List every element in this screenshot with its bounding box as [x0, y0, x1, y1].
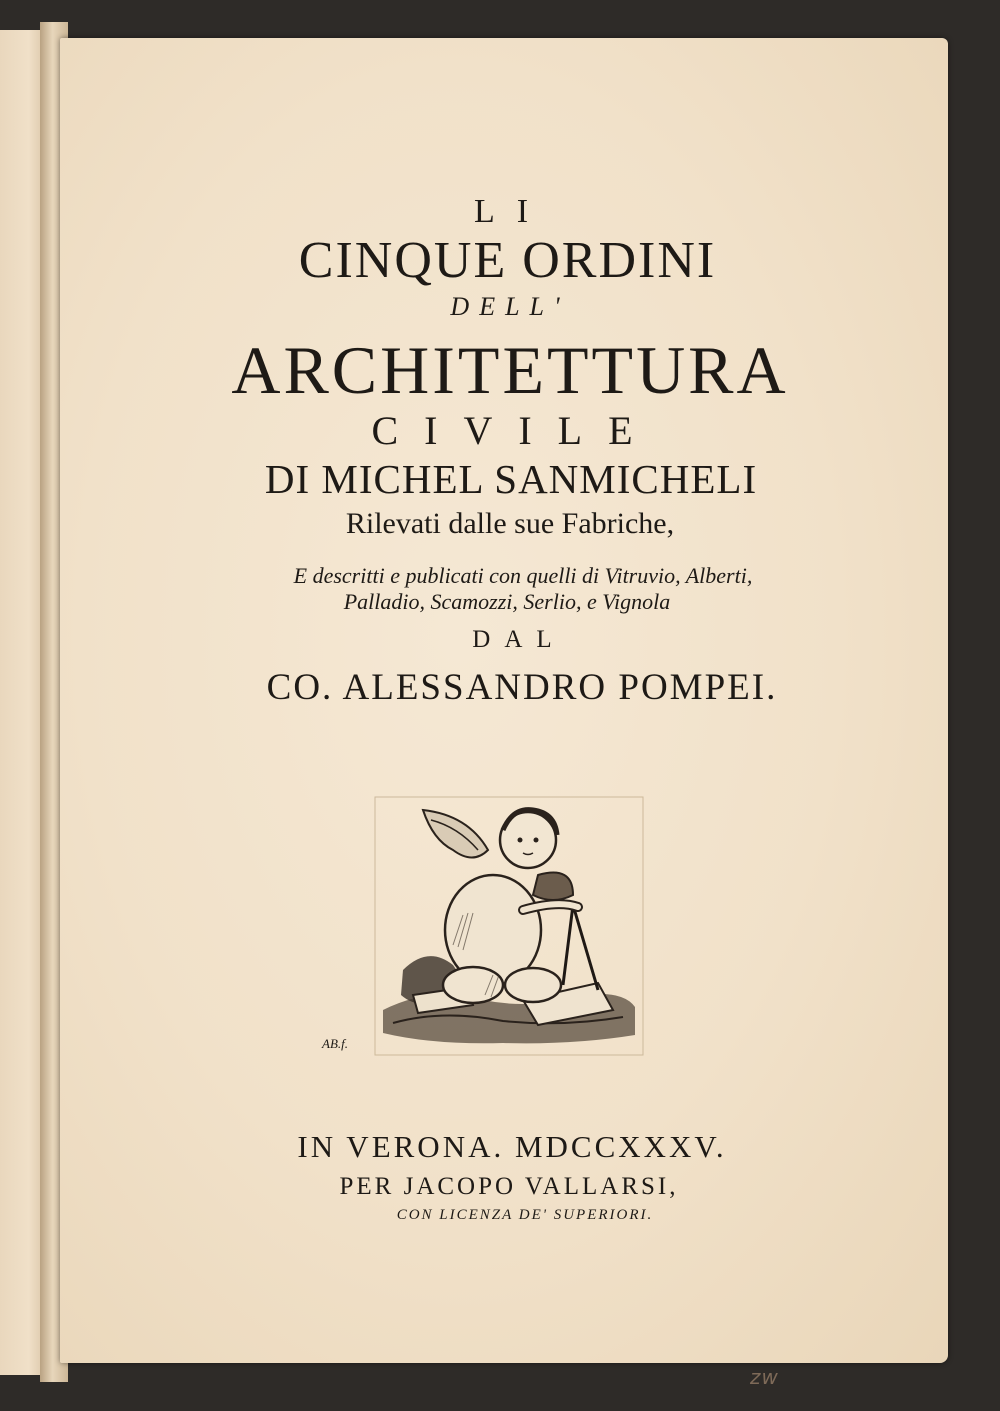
title-line-dell: DELL'	[450, 292, 570, 321]
subtitle-line-descritti: E descritti e publicati con quelli di Vitruvio, Alberti,	[293, 563, 753, 588]
subtitle-line-palladio: Palladio, Scamozzi, Serlio, e Vignola	[343, 589, 671, 614]
imprint-license: CON LICENZA DE' SUPERIORI.	[396, 1207, 654, 1223]
title-line-civile: CIVILE	[371, 408, 659, 453]
title-line-author: DI MICHEL SANMICHELI	[264, 456, 758, 502]
title-line-dal: DAL	[472, 626, 566, 653]
title-line-li: LI	[473, 193, 551, 230]
title-page	[60, 38, 948, 1389]
cherub-vignette-icon	[373, 795, 645, 1057]
pencil-annotation: zw	[750, 1365, 779, 1389]
title-line-architettura: ARCHITETTURA	[231, 332, 789, 408]
editor-line: CO. ALESSANDRO POMPEI.	[266, 667, 778, 708]
subtitle-line-rilevati: Rilevati dalle sue Fabriche,	[345, 507, 675, 540]
vignette-signature: AB.f.	[322, 1036, 348, 1051]
title-line-cinque-ordini: CINQUE ORDINI	[298, 232, 717, 289]
imprint-printer: PER JACOPO VALLARSI,	[339, 1173, 679, 1200]
imprint-place-date: IN VERONA. MDCCXXXV.	[297, 1129, 727, 1164]
